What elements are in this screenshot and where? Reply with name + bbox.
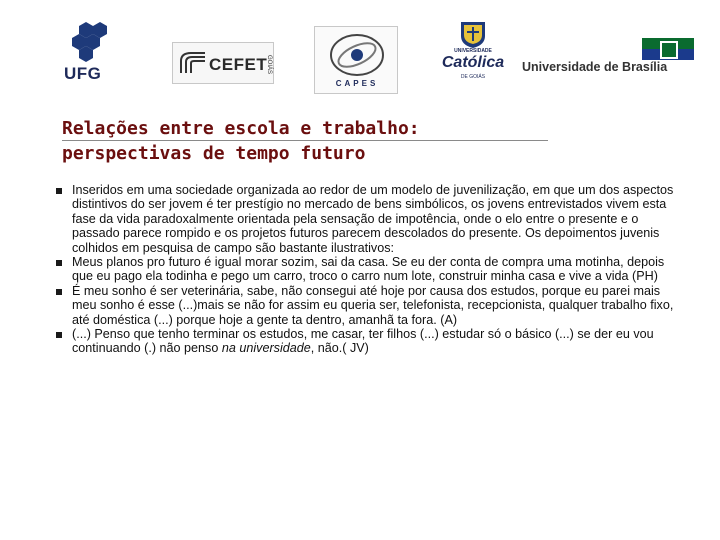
capes-logo-text: CAPES	[335, 79, 379, 88]
title-divider	[62, 140, 548, 141]
bullet-text: É meu sonho é ser veterinária, sabe, não consegui até hoje por causa dos estudos, porque eu parei mais meu sonho é esse (...)mais se não for assim eu queria ser, telefonista, recepcionista, qualquer trabalho fixo, até doméstica (...) porque hoje a gente ta dentro, amanhã ta fora. (A)	[72, 283, 674, 327]
bullet-list	[56, 183, 686, 356]
catolica-logo-top-text: UNIVERSIDADE	[454, 48, 492, 54]
bullet-item	[56, 327, 686, 356]
capes-orbit-icon	[327, 31, 387, 79]
slide-title	[62, 116, 420, 166]
bullet-text: Inseridos em uma sociedade organizada ao redor de um modelo de juvenilização, em que um dos aspectos distintivos do ser jovem é ter prestígio no mercado de bens simbólicos, os jovens entrevistados vivem esta fase da vida paradoxalmente orientada pela sensação de impotência, onde o elo entre o presente e o passado parece rompido e os projetos futuros parecem descolados do presente. Os depoimentos juvenis colhidos em pesquisa de campo são bastante ilustrativos:	[72, 183, 674, 255]
catolica-logo	[440, 20, 506, 86]
bullet-item	[56, 284, 686, 327]
catolica-logo-subtext: DE GOIÁS	[460, 74, 486, 80]
catolica-logo-text: Católica	[441, 54, 505, 71]
ufg-logo	[60, 20, 122, 82]
cefet-logo-text: CEFET	[209, 55, 268, 74]
square-bullet-icon	[56, 188, 62, 194]
square-bullet-icon	[56, 260, 62, 266]
unb-logo-text: Universidade de Brasília	[522, 60, 668, 74]
bullet-text: Meus planos pro futuro é igual morar sozim, sai da casa. Se eu der conta de compra uma motinha, depois que eu pago ela todinha e pego um carro, troco o carro num lote, construir minha casa e vive a vida (PH)	[72, 255, 665, 284]
catolica-crest-icon	[458, 20, 488, 48]
bullet-item	[56, 183, 686, 255]
bullet-text-part: (...) Penso que tenho terminar os estudos, me casar, ter filhos (...) estudar só o básico (...) se der eu vou continuando (.) não penso	[72, 327, 654, 356]
bullet-text-part: , não.( JV)	[310, 341, 369, 356]
cefet-logo-subtext: GOIÁS	[266, 55, 272, 75]
cefet-emblem-icon	[179, 51, 207, 75]
slide-title-line2: perspectivas de tempo futuro	[62, 143, 366, 164]
unb-logo	[522, 38, 694, 76]
square-bullet-icon	[56, 289, 62, 295]
cefet-logo	[172, 42, 274, 84]
bullet-text-emphasis: na universidade	[221, 341, 311, 356]
ufg-hexagon-icon	[66, 20, 116, 64]
unb-flag-icon	[642, 38, 694, 60]
bullet-item	[56, 255, 686, 284]
square-bullet-icon	[56, 332, 62, 338]
ufg-logo-text: UFG	[64, 64, 102, 83]
capes-logo	[314, 26, 398, 94]
slide-title-line1: Relações entre escola e trabalho:	[62, 118, 420, 139]
